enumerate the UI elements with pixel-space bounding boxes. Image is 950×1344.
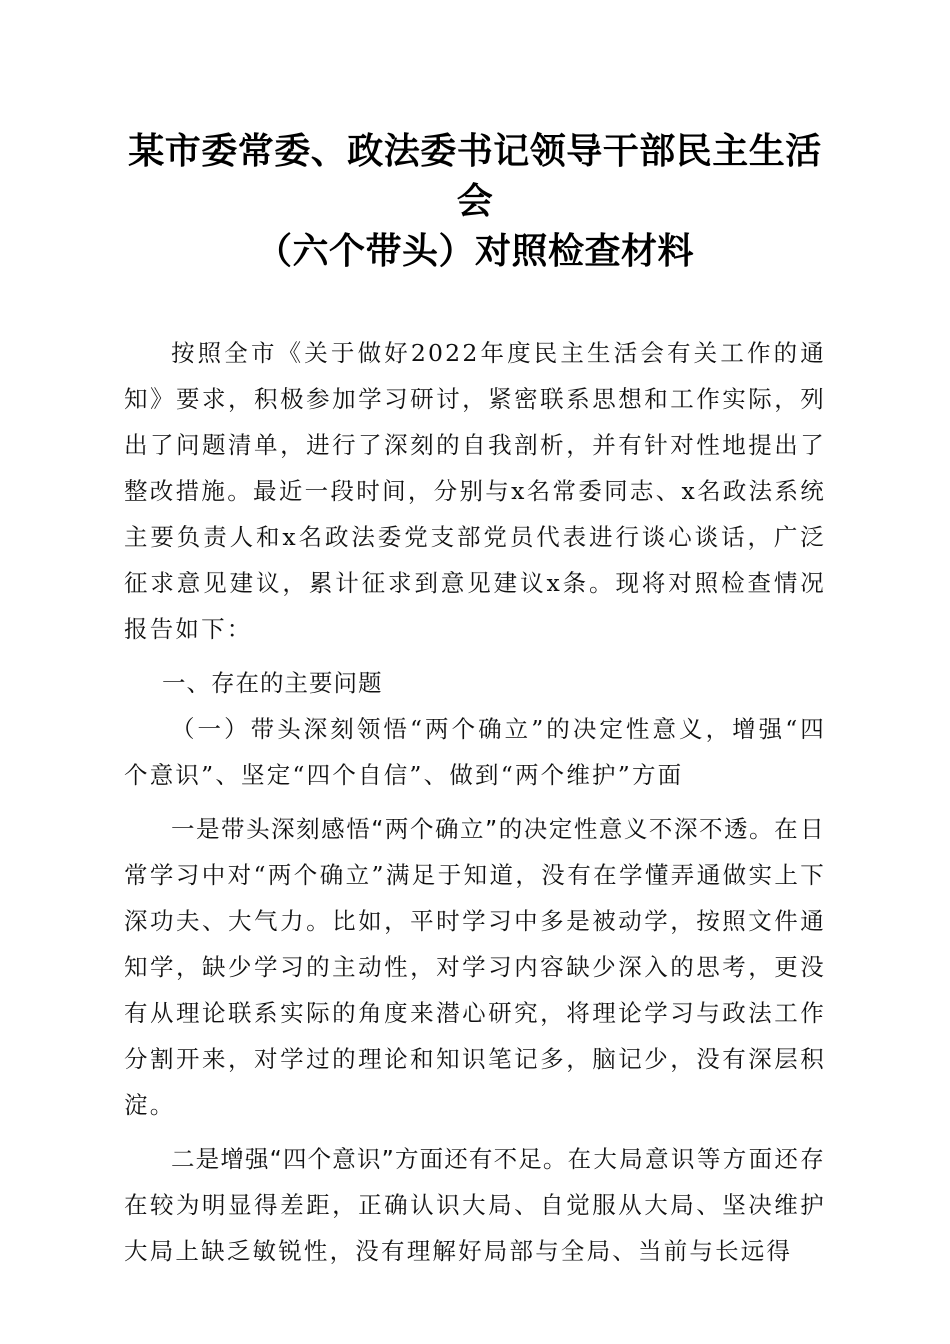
- point-1-paragraph: [124, 806, 826, 1128]
- point-1-body: 在日常学习中对“两个确立”满足于知道，没有在学懂弄通做实上下深功夫、大气力。比如，平时学习中多是被动学，按照文件通知学，缺少学习的主动性，对学习内容缺少深入的思考，更没有从理论联系实际的角度来潜心研究，将理论学习与政法工作分割开来，对学过的理论和知识笔记多，脑记少，没有深层积淀。: [124, 815, 826, 1119]
- intro-paragraph: 按照全市《关于做好2022年度民主生活会有关工作的通知》要求，积极参加学习研讨，紧密联系思想和工作实际，列出了问题清单，进行了深刻的自我剖析，并有针对性地提出了整改措施。最近一段时间，分别与x名常委同志、x名政法系统主要负责人和x名政法委党支部党员代表进行谈心谈话，广泛征求意见建议，累计征求到意见建议x条。现将对照检查情况报告如下：: [124, 339, 826, 643]
- section-heading-problems: 一、存在的主要问题: [162, 669, 383, 697]
- title-line-1: 某市委常委、政法委书记领导干部民主生活会: [128, 130, 822, 222]
- document-body: [124, 330, 826, 1274]
- point-2-body: 在大局意识等方面还存在较为明显得差距，正确认识大局、自觉服从大局、坚决维护大局上缺乏敏锐性，没有理解好局部与全局、当前与长远得: [124, 1145, 826, 1265]
- title-line-2: （六个带头）对照检查材料: [255, 230, 694, 272]
- document-title: [124, 126, 826, 276]
- point-2-paragraph: [124, 1136, 826, 1274]
- subsection-heading-1: （一）带头深刻领悟“两个确立”的决定性意义，增强“四个意识”、坚定“四个自信”、做到“两个维护”方面: [124, 715, 826, 789]
- point-2-lead: 二是增强“四个意识”方面还有不足。: [171, 1145, 568, 1173]
- point-1-lead: 一是带头深刻感悟“两个确立”的决定性意义不深不透。: [171, 815, 775, 843]
